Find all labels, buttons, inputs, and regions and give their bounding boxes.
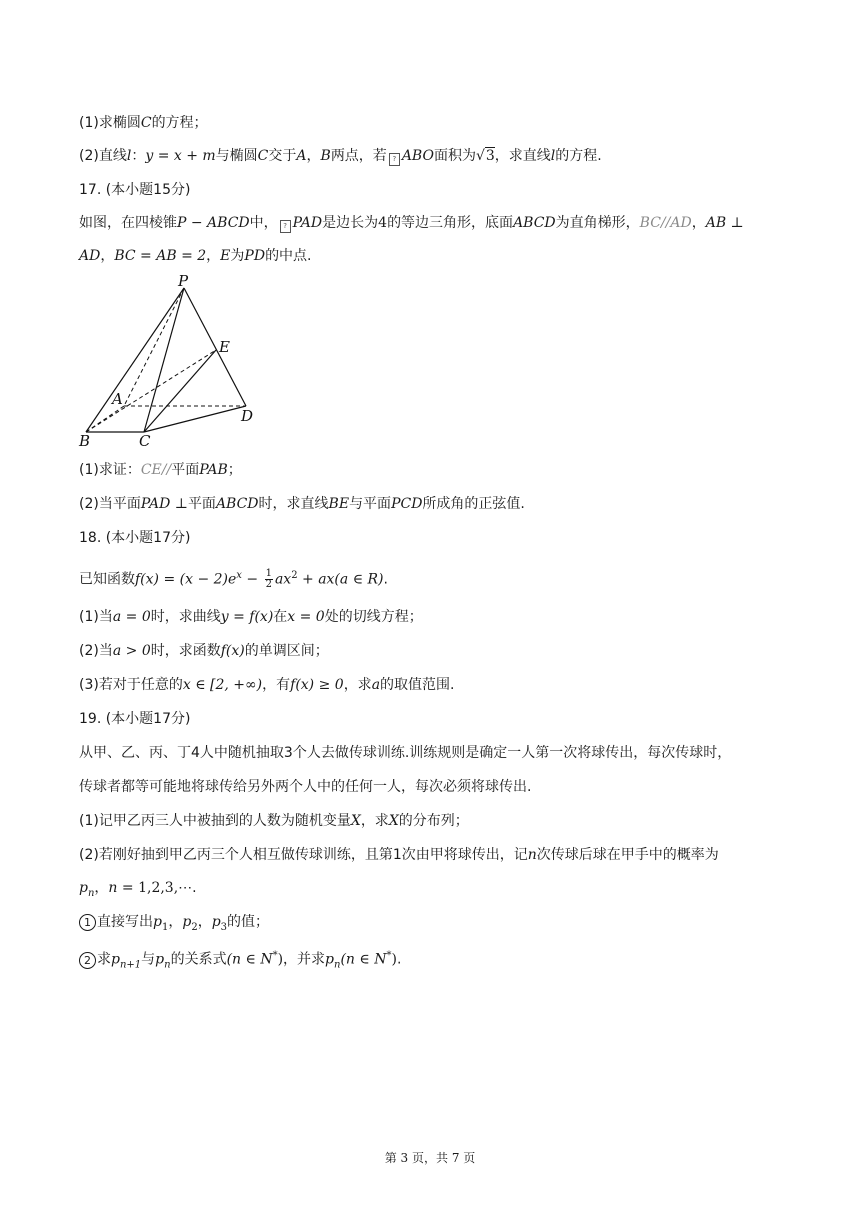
math-fx: f(x) — [220, 643, 245, 659]
math-PAD-perp: PAD ⊥ — [140, 496, 188, 512]
math-ax-aR: + ax(a ∈ R) — [297, 571, 384, 588]
math-sup-star: * — [272, 950, 278, 961]
math-PAD: PAD — [292, 215, 323, 231]
text: (1)记甲乙丙三人中被抽到的人数为随机变量 — [79, 813, 351, 829]
q16-part1 — [79, 113, 208, 133]
math-x-eq-0: x = 0 — [287, 609, 325, 625]
text: ： — [131, 148, 146, 164]
q19-part2-line1 — [79, 845, 719, 865]
text: ，并求 — [283, 951, 326, 968]
text: 时，求直线 — [258, 496, 329, 512]
edge-PC — [144, 288, 184, 432]
math-CE-parallel: CE// — [140, 462, 172, 478]
text: 是边长为 — [322, 215, 379, 231]
text: . — [383, 571, 388, 588]
text: ， — [100, 248, 115, 264]
label-D: D — [241, 407, 254, 425]
math-E: E — [220, 248, 231, 264]
text: ，有 — [262, 677, 291, 693]
text: 与 — [141, 951, 156, 968]
math-a-eq-0: a = 0 — [112, 609, 151, 625]
math-X: X — [388, 813, 399, 829]
math-n: n — [108, 880, 118, 896]
q19-body-line2: 传球者都等可能地将球传给另外两个人中的任何一人，每次必须将球传出. — [79, 779, 532, 795]
math-sup-star: * — [386, 950, 392, 961]
math-ABO: ABO — [401, 148, 434, 164]
text: 的等边三角形，底面 — [387, 215, 514, 231]
math-p: p — [79, 880, 88, 896]
label-B: B — [79, 432, 91, 450]
math-C: C — [257, 148, 269, 164]
label-C: C — [139, 432, 151, 450]
text: 与平面 — [349, 496, 392, 512]
text: 已知函数 — [79, 571, 135, 588]
q17-body-line2 — [79, 246, 312, 266]
math-sup-x: x — [236, 570, 242, 581]
math-p: p — [211, 914, 221, 930]
text: ， — [168, 914, 183, 930]
math-y-fx: y = f(x) — [220, 609, 274, 625]
math-PCD: PCD — [391, 496, 423, 512]
q17-part2 — [79, 494, 525, 514]
circled-number: 1 — [79, 914, 96, 931]
math-n-values: = 1,2,3,⋯ — [117, 880, 193, 896]
text: ，求直线 — [494, 148, 551, 164]
math-sub-n-plus-1: n+1 — [119, 959, 142, 971]
text: 为直角梯形， — [555, 215, 640, 231]
label-E: E — [219, 338, 230, 356]
text: (2)当平面 — [79, 496, 141, 512]
math-fx: f(x) = (x − 2)e — [135, 571, 237, 588]
text: (2)若刚好抽到甲乙丙三个人相互做传球训练，且第1次由甲将球传出，记 — [79, 847, 528, 863]
text: ，求 — [343, 677, 372, 693]
math-n-in-N: (n ∈ N — [226, 951, 273, 968]
text: 直接写出 — [97, 914, 153, 930]
math-sub-n: n — [87, 887, 95, 899]
math-PAB: PAB — [199, 462, 228, 478]
text: 两点，若 — [330, 148, 387, 164]
edge-PB — [86, 288, 184, 432]
math-l: l — [550, 148, 556, 164]
q19-part2-line2 — [79, 878, 197, 904]
text: 时，求曲线 — [150, 609, 221, 625]
q18-part2 — [79, 641, 329, 661]
text: (3)若对于任意的 — [79, 677, 183, 693]
math-C: C — [140, 115, 152, 131]
math-sub-n: n — [334, 959, 341, 971]
math-sub-1: 1 — [161, 921, 169, 933]
label-A: A — [112, 390, 123, 408]
text: ， — [197, 914, 212, 930]
math-p: p — [155, 951, 165, 968]
text: 所成角的正弦值. — [422, 496, 525, 512]
math-AD: AD — [79, 248, 101, 264]
math-line-eq: y = x + m — [145, 148, 216, 164]
text: 在 — [273, 609, 288, 625]
math-fx-geq-0: f(x) ≥ 0 — [290, 677, 344, 693]
q17-body-line1 — [79, 213, 744, 233]
math-a-gt-0: a > 0 — [112, 643, 151, 659]
math-paren: ) — [391, 951, 397, 968]
math-PD: PD — [244, 248, 266, 264]
q18-part3 — [79, 675, 455, 695]
text: 与椭圆 — [215, 148, 258, 164]
text: ； — [227, 462, 242, 478]
text: ， — [206, 248, 221, 264]
text: 为 — [230, 248, 245, 264]
q19-heading: 19. (本小题17分) — [79, 711, 191, 727]
q19-part2-sub2 — [79, 946, 401, 975]
text: 次传球后球在甲手中的概率为 — [536, 847, 719, 863]
math-BC-parallel-AD: BC//AD — [639, 215, 692, 231]
q18-heading: 18. (本小题17分) — [79, 530, 191, 546]
math-l: l — [126, 148, 132, 164]
math-p: p — [153, 914, 162, 930]
math-n: n — [527, 847, 537, 863]
math-ax: ax — [274, 571, 292, 588]
text: (1)求椭圆 — [79, 115, 141, 131]
math-sub-3: 3 — [220, 921, 228, 933]
text: ，求 — [360, 813, 389, 829]
text: (2)当 — [79, 643, 113, 659]
math-p: p — [182, 914, 192, 930]
math-X: X — [350, 813, 361, 829]
missing-glyph-box: ? — [280, 220, 291, 233]
math-p: p — [111, 951, 120, 968]
missing-glyph-box: ? — [389, 153, 400, 166]
math-ABCD: ABCD — [215, 496, 259, 512]
math-A: A — [296, 148, 307, 164]
edge-PD — [184, 288, 246, 406]
text: 的中点. — [265, 248, 312, 264]
text: 的值； — [227, 914, 270, 930]
edge-PA — [124, 288, 184, 406]
math-ABCD: ABCD — [513, 215, 556, 231]
page-footer: 第 3 页，共 7 页 — [384, 1151, 476, 1165]
text: 的方程. — [555, 148, 602, 164]
math-BE: BE — [328, 496, 350, 512]
text: (2)直线 — [79, 148, 127, 164]
text: 求 — [97, 951, 111, 968]
q18-part1 — [79, 607, 423, 627]
q19-part1 — [79, 811, 469, 831]
fraction-one-half — [265, 569, 273, 590]
fraction-denominator: 2 — [265, 579, 272, 591]
sqrt-value: 3 — [485, 148, 495, 164]
q17-part1 — [79, 460, 242, 480]
math-p: p — [325, 951, 335, 968]
text: . — [192, 880, 197, 896]
label-P: P — [178, 272, 189, 290]
text: ， — [306, 148, 321, 164]
sqrt-sign: √ — [475, 148, 485, 164]
text: 如图，在四棱锥 — [79, 215, 177, 231]
text: 面积为 — [433, 148, 476, 164]
text: ， — [691, 215, 706, 231]
text: 中， — [249, 215, 278, 231]
text: . — [396, 951, 402, 968]
math-BC-AB-2: BC = AB = 2 — [114, 248, 207, 264]
math-sub-n: n — [164, 959, 171, 971]
text: (1)求证： — [79, 462, 141, 478]
text: 平面 — [171, 462, 200, 478]
math-x-interval: x ∈ [2, +∞) — [182, 677, 263, 693]
math-PABCD: P − ABCD — [177, 215, 250, 231]
fraction-numerator: 1 — [265, 568, 272, 580]
q19-body-line1: 从甲、乙、丙、丁4人中随机抽取3个人去做传球训练.训练规则是确定一人第一次将球传出，每次传球时， — [79, 745, 732, 761]
text: 处的切线方程； — [324, 609, 423, 625]
pyramid-figure — [76, 272, 276, 452]
q17-heading: 17. (本小题15分) — [79, 182, 191, 198]
text: ， — [94, 880, 109, 896]
math-minus: − — [241, 571, 263, 588]
edge-CD — [144, 406, 246, 432]
math-sub-2: 2 — [191, 921, 198, 933]
math-4: 4 — [378, 215, 388, 231]
math-sup-2: 2 — [291, 570, 298, 581]
text: (1)当 — [79, 609, 113, 625]
text: 的取值范围. — [380, 677, 455, 693]
text: 平面 — [187, 496, 216, 512]
math-AB-perp: AB ⊥ — [705, 215, 744, 231]
circled-number: 2 — [79, 952, 96, 969]
math-paren: ) — [277, 951, 284, 968]
math-B: B — [320, 148, 331, 164]
text: 时，求函数 — [150, 643, 221, 659]
text: 的分布列； — [398, 813, 469, 829]
edge-BE — [86, 350, 216, 432]
edge-AB — [86, 406, 124, 432]
q18-body — [79, 566, 388, 590]
math-a: a — [371, 677, 381, 693]
text: 交于 — [268, 148, 297, 164]
text: 的方程； — [151, 115, 208, 131]
text: 的关系式 — [170, 951, 227, 968]
text: 的单调区间； — [244, 643, 329, 659]
q16-part2 — [79, 146, 602, 166]
math-n-in-N: (n ∈ N — [340, 951, 387, 968]
q19-part2-sub1 — [79, 912, 269, 938]
